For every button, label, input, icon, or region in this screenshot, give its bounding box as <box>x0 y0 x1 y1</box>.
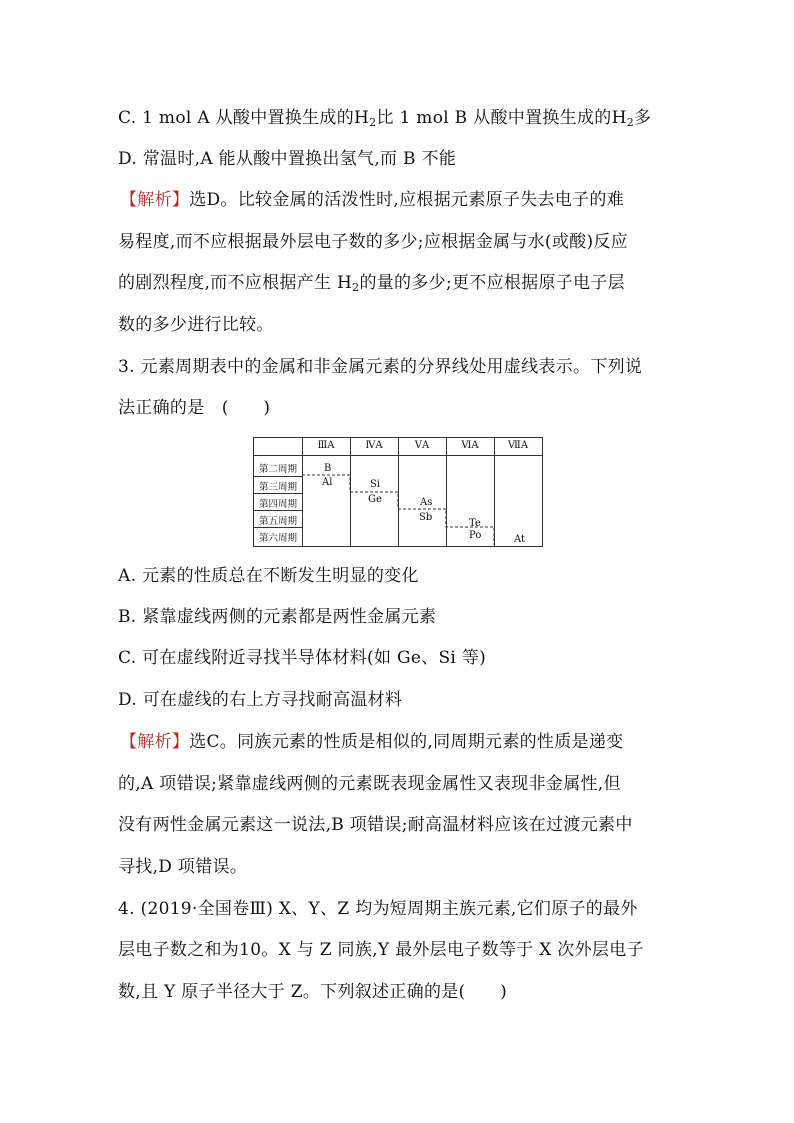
q2-analysis-line-1: 【解析】选D。比较金属的活泼性时,应根据元素原子失去电子的难 <box>120 190 625 210</box>
q3-analysis-line-3: 没有两性金属元素这一说法,B 项错误;耐高温材料应该在过渡元素中 <box>118 815 633 835</box>
q3-analysis-line-2: 的,A 项错误;紧靠虚线两侧的元素既表现金属性又表现非金属性,但 <box>118 774 621 794</box>
q3-stem-line-2: 法正确的是 ( ) <box>118 398 271 418</box>
q3-analysis-line-4: 寻找,D 项错误。 <box>118 857 248 877</box>
q3-option-c: C. 可在虚线附近寻找半导体材料(如 Ge、Si 等) <box>118 648 487 668</box>
element-al: Al <box>322 477 333 488</box>
element-as: As <box>420 497 433 508</box>
q2-option-c: C. 1 mol A 从酸中置换生成的$H_2$比 1 mol B 从酸中置换生成的$H_2$多 <box>118 108 652 129</box>
q2-option-d: D. 常温时,A 能从酸中置换出氢气,而 B 不能 <box>118 149 457 169</box>
metal-nonmetal-boundary <box>254 438 542 546</box>
group-header-3a: ⅢA <box>317 440 335 451</box>
q2-analysis-line-2: 易程度,而不应根据最外层电子数的多少;应根据金属与水(或酸)反应 <box>118 232 628 252</box>
q4-stem-line-1: 4. (2019·全国卷Ⅲ) X、Y、Z 均为短周期主族元素,它们原子的最外 <box>118 899 638 919</box>
element-at: At <box>514 534 526 545</box>
period-label-2: 第二周期 <box>258 464 297 475</box>
q2-analysis-line-4: 数的多少进行比较。 <box>118 315 274 335</box>
q3-analysis-line-1: 【解析】选C。同族元素的性质是相似的,同周期元素的性质是递变 <box>120 732 624 752</box>
q3-option-d: D. 可在虚线的右上方寻找耐高温材料 <box>118 690 403 710</box>
q3-option-b: B. 紧靠虚线两侧的元素都是两性金属元素 <box>118 607 437 627</box>
element-si: Si <box>370 479 381 490</box>
element-sb: Sb <box>419 512 433 523</box>
q3-option-a: A. 元素的性质总在不断发生明显的变化 <box>118 566 419 586</box>
element-ge: Ge <box>368 494 382 505</box>
period-label-4: 第四周期 <box>258 499 297 510</box>
group-header-5a: ⅤA <box>414 440 430 451</box>
analysis-tag: 【解析】 <box>120 190 190 210</box>
period-label-6: 第六周期 <box>258 533 297 544</box>
element-po: Po <box>469 530 482 541</box>
period-label-3: 第三周期 <box>258 482 297 493</box>
q3-stem-line-1: 3. 元素周期表中的金属和非金属元素的分界线处用虚线表示。下列说 <box>118 357 643 377</box>
q4-stem-line-2: 层电子数之和为10。X 与 Z 同族,Y 最外层电子数等于 X 次外层电子 <box>118 940 644 960</box>
period-label-5: 第五周期 <box>258 516 297 527</box>
periodic-table-figure <box>253 437 543 547</box>
element-te: Te <box>469 518 481 529</box>
element-b: B <box>324 463 332 474</box>
q2-analysis-line-3: 的剧烈程度,而不应根据产生 $H_2$的量的多少;更不应根据原子电子层 <box>118 273 625 294</box>
q4-stem-line-3: 数,且 Y 原子半径大于 Z。下列叙述正确的是( ) <box>118 982 508 1002</box>
group-header-6a: ⅥA <box>461 440 479 451</box>
group-header-4a: ⅣA <box>365 440 383 451</box>
analysis-tag: 【解析】 <box>120 732 190 752</box>
group-header-7a: ⅦA <box>507 440 529 451</box>
